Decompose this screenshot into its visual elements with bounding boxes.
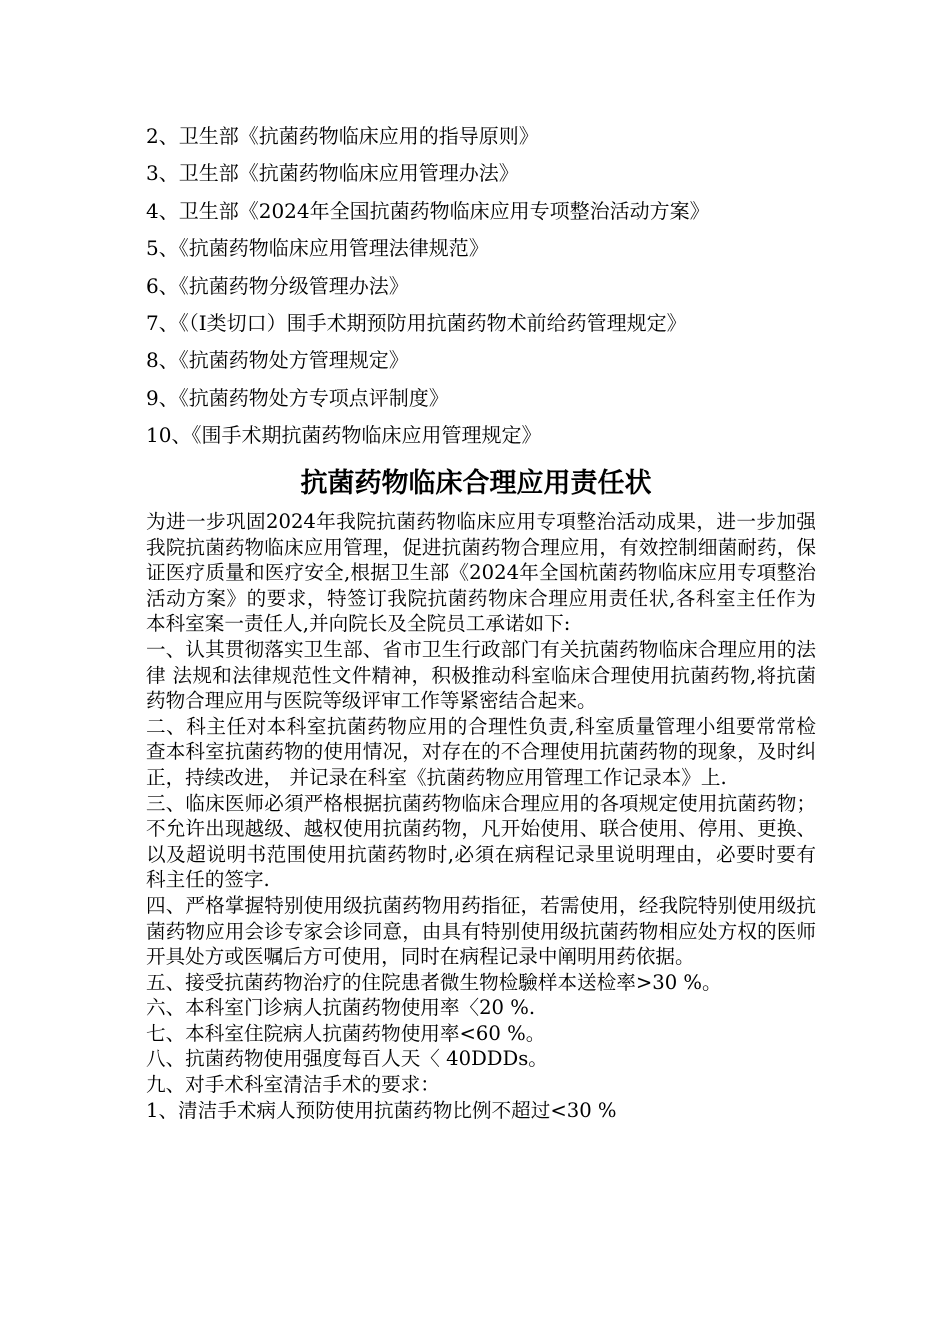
document-title: 抗菌药物临床合理应用责任状 bbox=[300, 468, 652, 499]
reference-item: 2、卫生部《抗菌药物临床应用的指导原则》 bbox=[146, 124, 539, 148]
reference-list bbox=[146, 118, 846, 455]
clause-paragraph: 二、科主任对本科室抗菌药物应用的合理性负责,科室质量管理小组要常常检查本科室抗菌药物的使用情况，对存在的不合理使用抗菌药物的现象，及时纠正，持续改进， 并记录在科室《抗菌药物应用管理工作记录本》上. bbox=[146, 714, 816, 789]
clause-paragraph: 七、本科室住院病人抗菌药物使用率<60 %。 bbox=[146, 1021, 546, 1045]
reference-item: 5、《抗菌药物临床应用管理法律规范》 bbox=[146, 236, 489, 261]
reference-item: 6、《抗菌药物分级管理办法》 bbox=[146, 273, 409, 298]
clause-paragraph: 四、严格掌握特别使用级抗菌药物用药指征，若需使用，经我院特别使用级抗菌药物应用会诊专家会诊同意，由具有特别使用级抗菌药物相应处方权的医师开具处方或医嘱后方可使用，同时在病程记录中阐明用药依据。 bbox=[146, 893, 816, 969]
clause-paragraph: 1、清洁手术病人预防使用抗菌药物比例不超过<30 % bbox=[146, 1098, 617, 1122]
reference-item: 9、《抗菌药物处方专项点评制度》 bbox=[146, 385, 449, 410]
reference-item: 8、《抗菌药物处方管理规定》 bbox=[146, 348, 409, 373]
reference-item: 3、卫生部《抗菌药物临床应用管理办法》 bbox=[146, 161, 519, 186]
clause-paragraph: 八、抗菌药物使用强度每百人天〈 40DDDs。 bbox=[146, 1047, 548, 1071]
reference-item: 7、《（I类切口）围手术期预防用抗菌药物术前给药管理规定》 bbox=[146, 310, 687, 335]
reference-item: 4、卫生部《2024年全国抗菌药物临床应用专项整治活动方案》 bbox=[146, 198, 710, 223]
document-body bbox=[146, 509, 816, 1123]
intro-paragraph: 为进一步巩固2024年我院抗菌药物临床应用专項整治活动成果，进一步加强我院抗菌药物临床应用管理，促进抗菌药物合理应用，有效控制细菌耐药，保证医疗质量和医疗安全,根据卫生部《2024年全国杭菌药物临床应用专項整治活动方案》的要求，特签订我院抗菌药物床合理应用责任状,各科室主任作为本科室案一责任人,并向院长及全院员工承诺如下: bbox=[146, 510, 816, 636]
clause-paragraph: 三、临床医师必須严格根据抗菌药物临床合理应用的各項规定使用抗菌药物；不允许出现越级、越权使用抗菌药物，凡开始使用、联合使用、停用、更换、以及超说明书范围使用抗菌药物时,必須在病程记录里说明理由，必要时要有科主任的签字. bbox=[146, 791, 816, 892]
clause-paragraph: 九、对手术科室清洁手术的要求： bbox=[146, 1073, 440, 1097]
clause-paragraph: 六、本科室门诊病人抗菌药物使用率〈20 %. bbox=[146, 996, 536, 1020]
clause-paragraph: 一、认其贯彻落实卫生部、省市卫生行政部门有关抗菌药物临床合理应用的法律 法规和法律规范性文件精神，积极推动科室临床合理使用抗菌药物,将抗菌药物合理应用与医院等级评审工作等紧密结合起来。 bbox=[146, 637, 816, 713]
reference-item: 10、《围手术期抗菌药物临床应用管理规定》 bbox=[146, 423, 542, 448]
clause-paragraph: 五、接受抗菌药物治疗的住院患者微生物检驗样本送检率>30 %。 bbox=[146, 970, 722, 994]
